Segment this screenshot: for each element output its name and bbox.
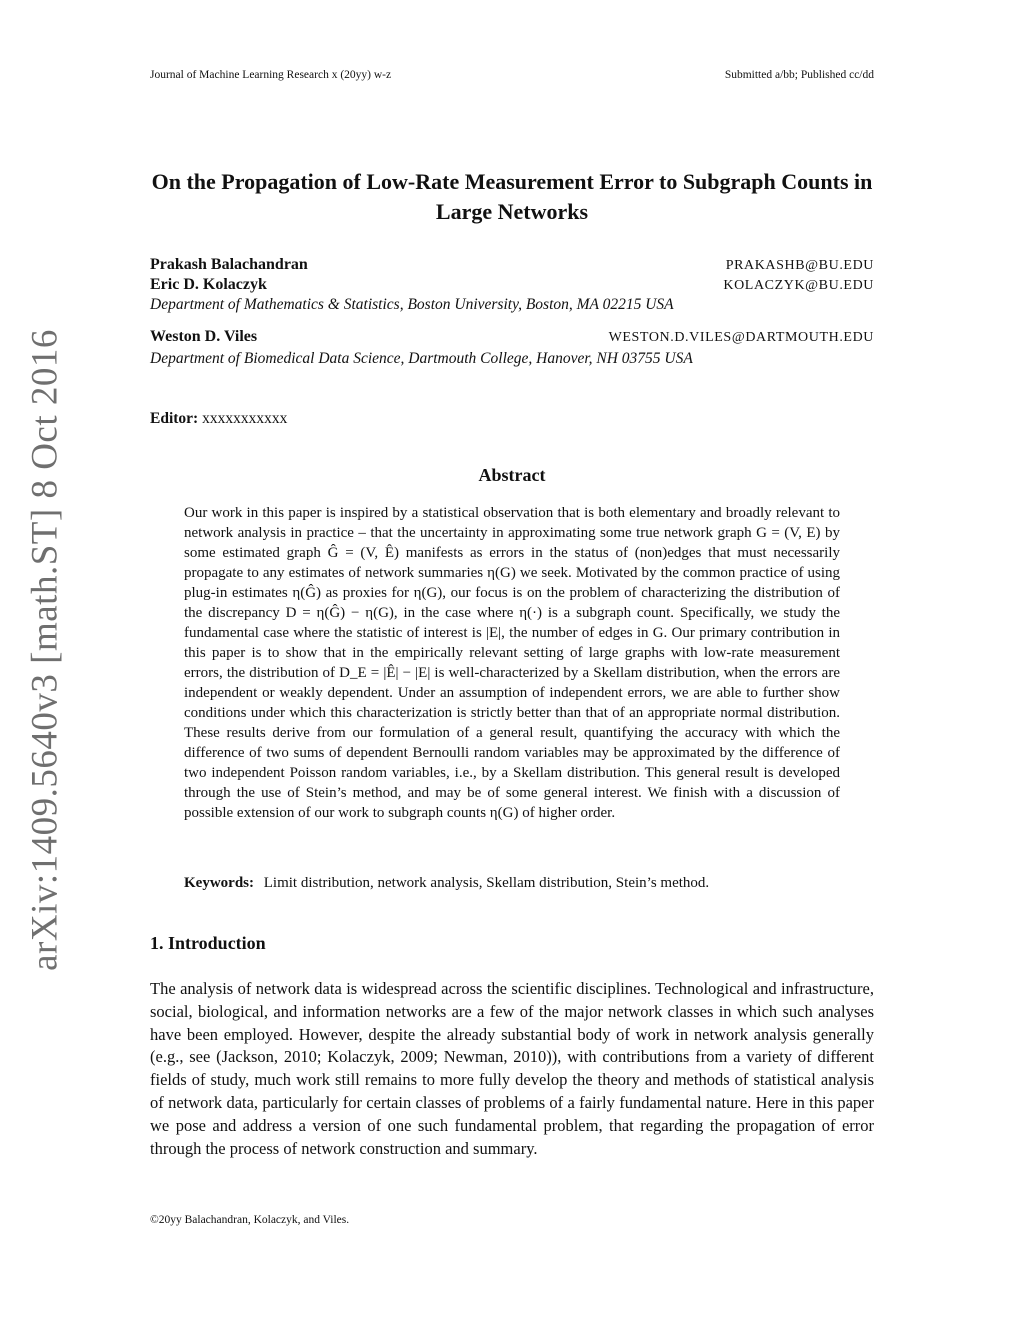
running-head <box>150 69 874 81</box>
keywords-value: Limit distribution, network analysis, Skellam distribution, Stein’s method. <box>263 875 710 891</box>
author-email: WESTON.D.VILES@DARTMOUTH.EDU <box>608 330 874 345</box>
abstract-heading: Abstract <box>478 465 546 485</box>
author-name: Prakash Balachandran <box>150 256 308 273</box>
author-name: Eric D. Kolaczyk <box>150 276 267 293</box>
paper-title: On the Propagation of Low-Rate Measurement Error to Subgraph Counts in Large Networks <box>151 169 873 224</box>
affiliation: Department of Mathematics & Statistics, Boston University, Boston, MA 02215 USA <box>150 296 674 313</box>
editor-line <box>150 410 287 428</box>
keywords-label: Keywords: <box>184 875 254 891</box>
keywords-line <box>184 875 840 892</box>
section-heading-introduction: 1. Introduction <box>150 933 266 953</box>
journal-name: Journal of Machine Learning Research x (20yy) w-z <box>150 69 392 81</box>
author-row <box>150 276 874 294</box>
arxiv-identifier: arXiv:1409.5640v3 [math.ST] 8 Oct 2016 <box>24 329 66 971</box>
author-email: KOLACZYK@BU.EDU <box>723 278 874 293</box>
editor-value: xxxxxxxxxxx <box>202 410 288 427</box>
editor-label: Editor: <box>150 410 199 427</box>
author-name: Weston D. Viles <box>150 328 258 345</box>
submission-info: Submitted a/bb; Published cc/dd <box>724 69 874 81</box>
abstract-text: Our work in this paper is inspired by a statistical observation that is both elementary and broadly relevant to network analysis in practice – that the uncertainty in approximating some true network graph G = (V, E) by some estimated graph Ĝ = (V, Ê) manifests as errors in the status of (non)edges that must necessarily propagate to any estimates of network summaries η(G) we seek. Motivated by the common practice of using plug-in estimates η(Ĝ) as proxies for η(G), our focus is on the problem of characterizing the distribution of the discrepancy D = η(Ĝ) − η(G), in the case where η(·) is a subgraph count. Specifically, we study the fundamental case where the statistic of interest is |E|, the number of edges in G. Our primary contribution in this paper is to show that in the empirically relevant setting of large graphs with low-rate measurement errors, the distribution of D_E = |Ê| − |E| is well-characterized by a Skellam distribution, when the errors are independent or weakly dependent. Under an assumption of independent errors, we are able to further show conditions under which this characterization is strictly better than that of an appropriate normal distribution. These results derive from our formulation of a general result, quantifying the accuracy with which the difference of two sums of dependent Bernoulli random variables may be approximated by the difference of two independent Poisson random variables, i.e., by a Skellam distribution. This general result is developed through the use of Stein’s method, and may be of some general interest. We finish with a discussion of possible extension of our work to subgraph counts η(G) of higher order. <box>184 505 840 821</box>
copyright-notice: ©20yy Balachandran, Kolaczyk, and Viles. <box>150 1214 350 1226</box>
author-email: PRAKASHB@BU.EDU <box>725 258 874 273</box>
author-row <box>150 328 874 346</box>
affiliation: Department of Biomedical Data Science, Dartmouth College, Hanover, NH 03755 USA <box>150 350 693 367</box>
author-row <box>150 256 874 274</box>
introduction-text: The analysis of network data is widespread across the scientific disciplines. Technological and infrastructure, social, biological, and information networks are a few of the major network classes in which such analyses have been employed. However, despite the already substantial body of work in network analysis generally (e.g., see (Jackson, 2010; Kolaczyk, 2009; Newman, 2010)), with contributions from a variety of different fields of study, much work still remains to more fully develop the theory and methods of statistical analysis of network data, particularly for certain classes of problems of a fairly fundamental nature. Here in this paper we pose and address a version of one such fundamental problem, that regarding the propagation of error through the process of network construction and summary. <box>150 979 874 1158</box>
